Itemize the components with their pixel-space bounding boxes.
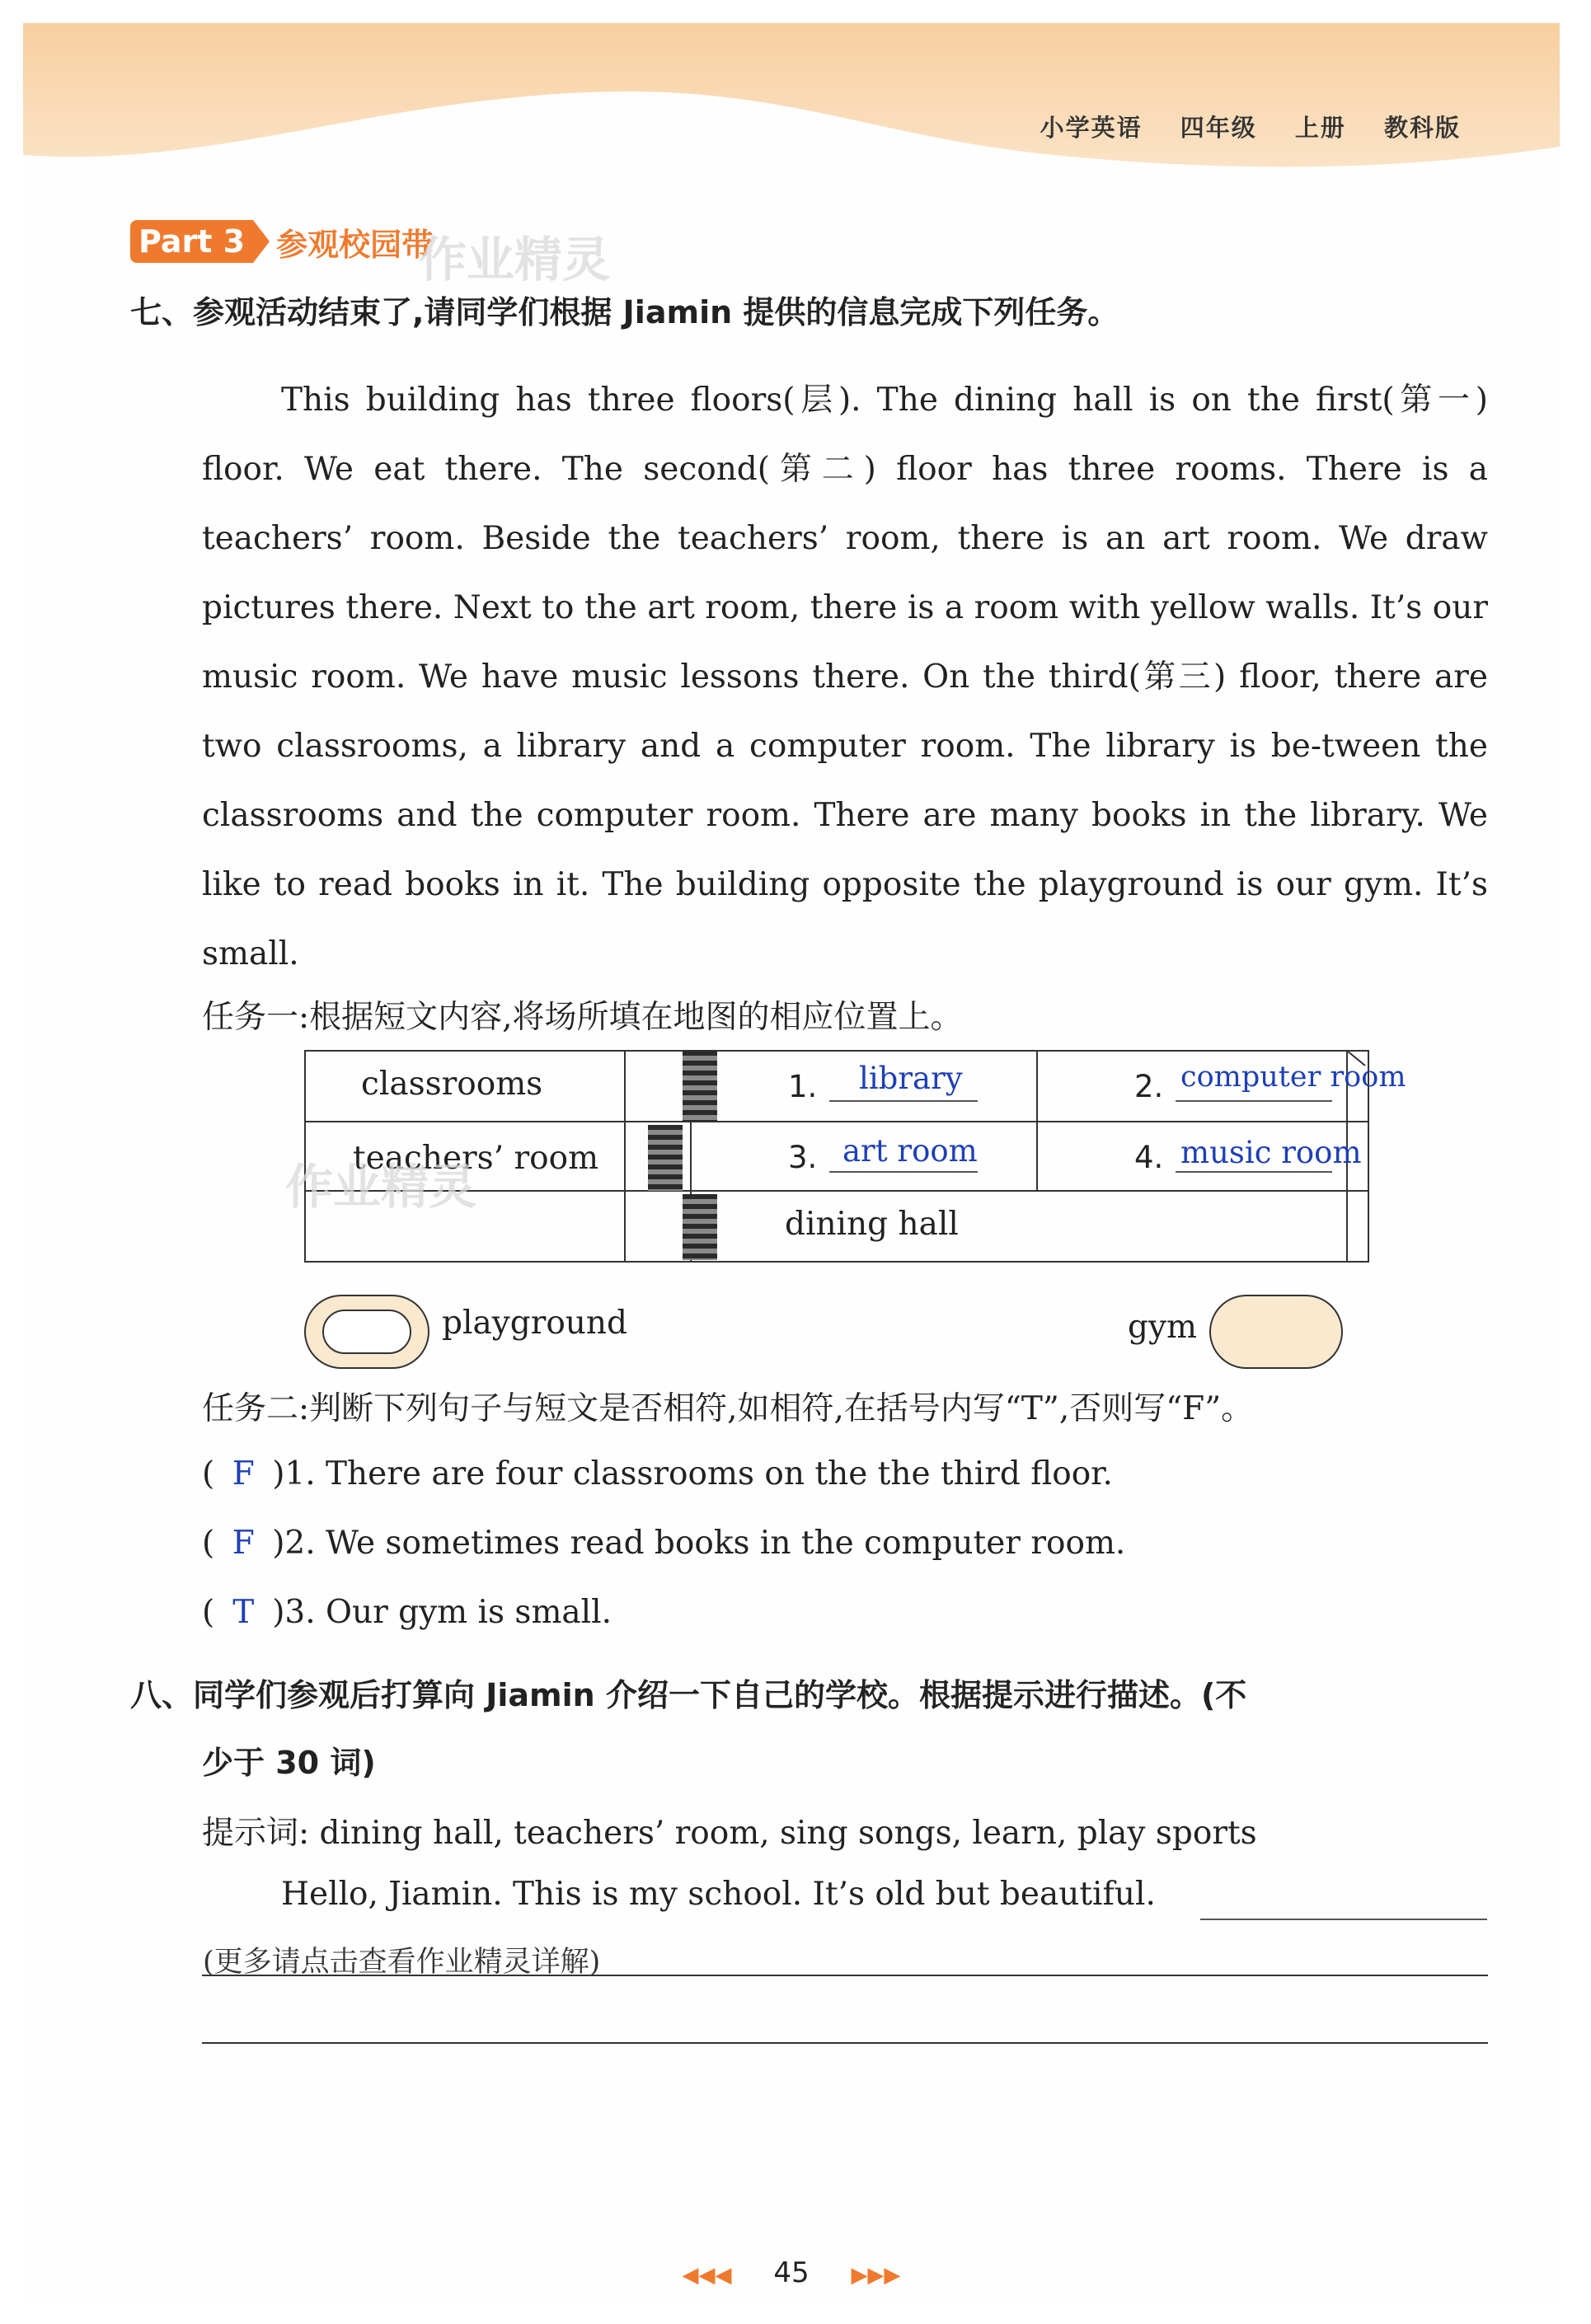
campus-map <box>285 1049 1406 1288</box>
tf-statement: )2. We sometimes read books in the computer room. <box>272 1525 1126 1562</box>
answer-line <box>829 1100 978 1102</box>
part-title: 参观校园带 <box>276 226 434 263</box>
part-arrow-icon <box>253 220 270 263</box>
tf-item <box>202 1455 1113 1492</box>
tf-statement: )1. There are four classrooms on the the third floor. <box>272 1455 1113 1492</box>
tf-open-paren: ( <box>202 1525 215 1562</box>
tf-answer[interactable]: T <box>232 1594 255 1631</box>
answer-line <box>829 1171 978 1173</box>
hint-words: 提示词: dining hall, teachers’ room, sing songs, learn, play sports <box>202 1815 1257 1852</box>
blank-answer[interactable]: art room <box>842 1133 978 1169</box>
tf-answer[interactable]: F <box>232 1525 255 1562</box>
teachers-room-label: teachers’ room <box>353 1140 599 1177</box>
classrooms-label: classrooms <box>361 1066 543 1103</box>
tf-statement: )3. Our gym is small. <box>272 1594 612 1631</box>
volume-label: 上册 <box>1294 114 1346 142</box>
page-footer <box>23 2256 1560 2289</box>
prev-arrows-icon: ◀◀◀ <box>682 2263 732 2288</box>
stairs-icon <box>648 1125 683 1191</box>
workbook-page <box>23 23 1560 2301</box>
task2-instruction: 任务二:判断下列句子与短文是否相符,如相符,在括号内写“T”,否则写“F”。 <box>202 1390 1254 1427</box>
blank-number: 4. <box>1134 1140 1164 1175</box>
q8-heading-line1: 八、同学们参观后打算向 Jiamin 介绍一下自己的学校。根据提示进行描述。(不 <box>130 1677 1247 1713</box>
blank-answer[interactable]: computer room <box>1180 1061 1406 1094</box>
tf-item <box>202 1525 1125 1562</box>
grade-label: 四年级 <box>1180 114 1257 142</box>
stairs-icon <box>683 1194 717 1260</box>
part-tag <box>130 218 433 265</box>
book-info <box>1012 110 1461 143</box>
writing-line[interactable] <box>202 2042 1488 2044</box>
part-badge: Part 3 <box>130 220 253 263</box>
subject-label: 小学英语 <box>1040 114 1143 142</box>
playground-label: playground <box>442 1305 628 1342</box>
tf-answer[interactable]: F <box>232 1455 255 1492</box>
page-number: 45 <box>773 2256 810 2289</box>
tf-open-paren: ( <box>202 1455 215 1492</box>
more-details-link[interactable]: (更多请点击查看作业精灵详解) <box>203 1946 601 1979</box>
q8-heading-line2: 少于 30 词) <box>202 1745 376 1781</box>
writing-line[interactable] <box>1200 1919 1487 1920</box>
writing-start: Hello, Jiamin. This is my school. It’s old but beautiful. <box>281 1876 1156 1913</box>
edition-label: 教科版 <box>1383 114 1461 142</box>
playground-track-icon <box>302 1292 434 1371</box>
tf-item <box>202 1594 612 1631</box>
header-band <box>23 23 1560 171</box>
blank-number: 3. <box>788 1140 818 1175</box>
answer-line <box>1176 1171 1332 1173</box>
q7-passage: This building has three floors(层). The dining hall is on the first(第一) floor. We eat there. The second(第二) floor has three rooms. There is a teachers’ room. Beside the teachers’ room, there is an art room. We draw pictures there. Next to the art room, there is a room with yellow walls. It’s our music room. We have music lessons there. On the third(第三) floor, there are two classrooms, a library and a computer room. The library is be-tween the classrooms and the computer room. There are many books in the library. We like to read books in it. The building opposite the playground is our gym. It’s small. <box>202 382 1488 972</box>
watermark: 作业精灵 <box>285 1159 477 1215</box>
blank-number: 2. <box>1134 1069 1164 1104</box>
blank-answer[interactable]: library <box>859 1061 963 1096</box>
blank-answer[interactable]: music room <box>1180 1135 1362 1170</box>
gym-building-icon <box>1207 1292 1347 1371</box>
stairs-icon <box>683 1051 717 1122</box>
gym-label: gym <box>1128 1309 1197 1346</box>
watermark: 作业精灵 <box>419 232 611 288</box>
blank-number: 1. <box>788 1069 818 1104</box>
tf-open-paren: ( <box>202 1594 215 1631</box>
q7-heading: 七、参观活动结束了,请同学们根据 Jiamin 提供的信息完成下列任务。 <box>130 294 1119 330</box>
next-arrows-icon: ▶▶▶ <box>851 2263 901 2288</box>
writing-line[interactable] <box>202 1975 1488 1976</box>
dining-hall-label: dining hall <box>785 1206 959 1243</box>
answer-line <box>1176 1100 1332 1102</box>
task1-instruction: 任务一:根据短文内容,将场所填在地图的相应位置上。 <box>202 999 963 1036</box>
